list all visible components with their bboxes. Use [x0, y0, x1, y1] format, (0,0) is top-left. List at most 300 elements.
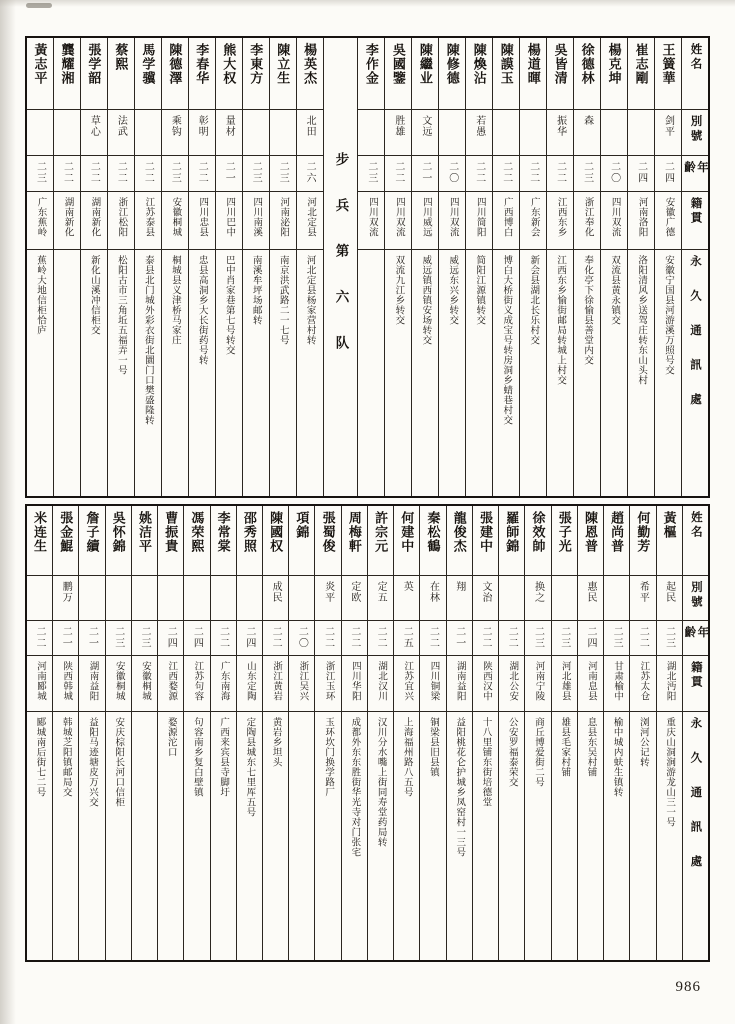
- age-text: 二〇: [446, 161, 458, 184]
- header-label: 別號: [689, 115, 702, 144]
- origin-cell: [289, 656, 314, 712]
- header-label-cell: [683, 621, 708, 656]
- origin-text: 四川忠县: [197, 197, 208, 237]
- header-label-cell: [683, 712, 708, 960]
- origin-text: 四川南溪: [251, 197, 262, 237]
- age-cell: [184, 621, 209, 656]
- origin-text: 河北定县: [305, 197, 316, 237]
- age-cell: [358, 156, 384, 192]
- address-cell: [211, 712, 236, 960]
- age-cell: [657, 621, 682, 656]
- age-text: 二二: [392, 161, 404, 184]
- origin-cell: [547, 192, 573, 250]
- person-column: [314, 506, 340, 960]
- origin-text: 河南息县: [585, 661, 596, 701]
- person-column: [600, 38, 627, 496]
- name-text: 黃樞: [661, 511, 677, 539]
- name-cell: [162, 38, 188, 110]
- name-cell: [466, 38, 492, 110]
- address-cell: [547, 250, 573, 496]
- name-text: 周梅軒: [346, 511, 362, 553]
- origin-text: 四川华阳: [349, 661, 360, 701]
- alias-text: 胜雄: [392, 115, 404, 137]
- name-text: 崔志剛: [633, 43, 649, 85]
- address-text: 威远东兴乡转交: [447, 255, 458, 325]
- age-text: 二二: [142, 161, 154, 184]
- person-column: [107, 38, 134, 496]
- age-cell: [53, 621, 78, 656]
- address-text: 汉川分水嘴上街同寿堂药局转: [375, 717, 386, 847]
- age-cell: [466, 156, 492, 192]
- origin-cell: [358, 192, 384, 250]
- name-cell: [552, 506, 577, 576]
- age-cell: [601, 156, 627, 192]
- age-text: 二三: [581, 161, 593, 184]
- person-column: [357, 38, 384, 496]
- address-cell: [604, 712, 629, 960]
- person-column: [519, 38, 546, 496]
- address-cell: [342, 712, 367, 960]
- origin-text: 江苏泰县: [143, 197, 154, 237]
- alias-text: 炎平: [322, 581, 334, 603]
- address-cell: [628, 250, 654, 496]
- alias-cell: [189, 110, 215, 156]
- name-cell: [447, 506, 472, 576]
- age-cell: [189, 156, 215, 192]
- section-divider-label: 步兵第六队: [333, 152, 349, 382]
- address-text: 忠县高洞乡大长街药号转: [196, 255, 207, 365]
- name-cell: [106, 506, 131, 576]
- age-cell: [578, 621, 603, 656]
- person-column: [384, 38, 411, 496]
- alias-cell: [53, 576, 78, 621]
- origin-text: 河北雄县: [559, 661, 570, 701]
- alias-cell: [270, 110, 296, 156]
- address-cell: [297, 250, 323, 496]
- origin-text: 湖北公安: [507, 661, 518, 701]
- age-text: 二三: [277, 161, 289, 184]
- alias-cell: [216, 110, 242, 156]
- name-text: 張建中: [478, 511, 493, 553]
- alias-cell: [447, 576, 472, 621]
- age-cell: [27, 621, 52, 656]
- name-text: 陳恩普: [582, 511, 598, 553]
- person-column: [573, 38, 600, 496]
- name-text: 邵秀照: [241, 511, 257, 553]
- alias-cell: [628, 110, 654, 156]
- alias-cell: [657, 576, 682, 621]
- age-text: 二二: [500, 161, 512, 184]
- alias-text: 惠民: [584, 581, 596, 603]
- age-text: 二三: [365, 161, 377, 184]
- header-column: [682, 506, 708, 960]
- origin-cell: [315, 656, 340, 712]
- age-text: 二四: [662, 161, 674, 184]
- header-label: 永久通訊處: [689, 717, 702, 890]
- address-cell: [412, 250, 438, 496]
- age-text: 二二: [322, 626, 334, 649]
- alias-cell: [162, 110, 188, 156]
- name-cell: [493, 38, 519, 110]
- address-cell: [655, 250, 681, 496]
- page-number: 986: [675, 979, 701, 995]
- name-cell: [79, 506, 104, 576]
- name-cell: [216, 38, 242, 110]
- origin-text: 四川威远: [420, 197, 431, 237]
- address-text: 博白大桥街义成宝号转房洞乡蜻巷村交: [501, 255, 512, 425]
- origin-cell: [243, 192, 269, 250]
- origin-cell: [525, 656, 550, 712]
- address-cell: [289, 712, 314, 960]
- address-text: 铜梁县旧县镇: [428, 717, 439, 777]
- address-cell: [493, 250, 519, 496]
- name-cell: [412, 38, 438, 110]
- age-text: 二二: [375, 626, 387, 649]
- address-cell: [270, 250, 296, 496]
- age-cell: [216, 156, 242, 192]
- origin-text: 陕西汉中: [481, 661, 491, 701]
- header-label: 籍貫: [689, 197, 702, 226]
- address-cell: [525, 712, 550, 960]
- alias-text: 法武: [115, 115, 127, 137]
- origin-text: 四川双流: [609, 197, 620, 237]
- alias-text: 乘钩: [169, 115, 181, 137]
- name-text: 張蜀俊: [320, 511, 336, 553]
- table-bottom: [25, 504, 710, 962]
- name-text: 張子光: [556, 511, 572, 553]
- age-cell: [394, 621, 419, 656]
- origin-text: 浙江奉化: [582, 197, 593, 237]
- age-text: 二二: [480, 626, 491, 649]
- age-cell: [420, 621, 445, 656]
- age-text: 二三: [611, 626, 623, 649]
- alias-cell: [394, 576, 419, 621]
- person-column: [242, 38, 269, 496]
- alias-text: 定五: [375, 581, 387, 603]
- person-column: [524, 506, 550, 960]
- age-text: 二一: [453, 626, 465, 649]
- name-cell: [657, 506, 682, 576]
- name-text: 馮荣熙: [189, 511, 205, 553]
- name-cell: [385, 38, 411, 110]
- person-column: [215, 38, 242, 496]
- person-column: [134, 38, 161, 496]
- name-cell: [81, 38, 107, 110]
- alias-cell: [368, 576, 393, 621]
- alias-cell: [132, 576, 157, 621]
- origin-cell: [657, 656, 682, 712]
- origin-text: 安徽桐城: [139, 661, 150, 701]
- person-column: [269, 38, 296, 496]
- alias-cell: [289, 576, 314, 621]
- origin-cell: [297, 192, 323, 250]
- address-text: 益阳马迹塘皮万兴交: [86, 717, 97, 807]
- name-text: 陳繼业: [417, 43, 433, 85]
- origin-text: 山东定陶: [244, 661, 255, 701]
- age-text: 二五: [401, 626, 413, 649]
- age-cell: [54, 156, 80, 192]
- scan-edge-top: [0, 0, 735, 7]
- name-cell: [420, 506, 445, 576]
- address-text: 玉环坎门换学路厂: [323, 717, 334, 797]
- name-cell: [578, 506, 603, 576]
- alias-cell: [342, 576, 367, 621]
- name-text: 羅師錦: [504, 511, 520, 553]
- age-cell: [547, 156, 573, 192]
- address-text: 句容南乡复白壁镇: [191, 717, 202, 797]
- age-cell: [385, 156, 411, 192]
- origin-cell: [108, 192, 134, 250]
- alias-cell: [493, 110, 519, 156]
- age-cell: [447, 621, 472, 656]
- alias-text: 文治: [480, 581, 491, 603]
- age-text: 二四: [165, 626, 177, 649]
- age-text: 二二: [88, 161, 100, 184]
- alias-text: 鹏万: [60, 581, 72, 603]
- address-cell: [132, 712, 157, 960]
- alias-cell: [578, 576, 603, 621]
- header-label-cell: [683, 576, 708, 621]
- alias-cell: [135, 110, 161, 156]
- person-column: [157, 506, 183, 960]
- person-column: [629, 506, 655, 960]
- address-text: 商丘博爱街二号: [532, 717, 543, 787]
- person-column: [419, 506, 445, 960]
- age-text: 二〇: [296, 626, 308, 649]
- age-cell: [473, 621, 498, 656]
- alias-cell: [473, 576, 498, 621]
- address-cell: [447, 712, 472, 960]
- alias-cell: [552, 576, 577, 621]
- age-cell: [27, 156, 53, 192]
- origin-cell: [368, 656, 393, 712]
- address-cell: [601, 250, 627, 496]
- address-text: 广西来宾县寺脚圩: [218, 717, 229, 797]
- origin-text: 陕西韩城: [61, 661, 72, 701]
- alias-cell: [243, 110, 269, 156]
- address-text: 巴中肖家巷第七号转交: [223, 255, 234, 355]
- name-text: 秦松鶴: [425, 511, 441, 553]
- address-text: 简阳江源镇转交: [474, 255, 485, 325]
- alias-text: 草心: [88, 115, 100, 137]
- person-column: [438, 38, 465, 496]
- address-text: 蕉岭大地信柜恰庐: [34, 255, 45, 335]
- origin-text: 河南宁陵: [533, 661, 544, 701]
- origin-cell: [79, 656, 104, 712]
- header-label-cell: [682, 110, 708, 156]
- alias-text: 量材: [223, 115, 235, 137]
- name-cell: [547, 38, 573, 110]
- alias-cell: [385, 110, 411, 156]
- age-text: 二四: [584, 626, 596, 649]
- name-text: 何建中: [399, 511, 415, 553]
- age-text: 二二: [34, 626, 46, 649]
- name-text: 陳煥沾: [471, 43, 487, 85]
- name-text: 蔡熙: [113, 43, 129, 71]
- person-column: [131, 506, 157, 960]
- origin-text: 河南郾城: [35, 661, 46, 701]
- header-column: [681, 38, 708, 496]
- name-text: 李常棠: [215, 511, 231, 553]
- age-cell: [604, 621, 629, 656]
- origin-cell: [211, 656, 236, 712]
- alias-cell: [574, 110, 600, 156]
- age-text: 二一: [223, 161, 235, 184]
- alias-cell: [525, 576, 550, 621]
- scan-smudge: [26, 3, 52, 8]
- origin-cell: [466, 192, 492, 250]
- header-label: 永久通訊處: [689, 255, 702, 428]
- age-text: 二二: [473, 161, 485, 184]
- address-cell: [630, 712, 655, 960]
- age-cell: [315, 621, 340, 656]
- origin-text: 四川双流: [393, 197, 404, 237]
- address-text: 息县东吴村铺: [585, 717, 596, 777]
- origin-cell: [270, 192, 296, 250]
- name-text: 曹振貴: [163, 511, 179, 553]
- alias-cell: [54, 110, 80, 156]
- address-cell: [27, 712, 52, 960]
- header-label: 年齡: [683, 161, 708, 176]
- name-text: 陳德澤: [167, 43, 183, 85]
- age-cell: [552, 621, 577, 656]
- address-text: 新化山溪冲信柜交: [88, 255, 99, 335]
- person-column: [161, 38, 188, 496]
- table-top: [25, 36, 710, 498]
- origin-cell: [578, 656, 603, 712]
- divider-column: [323, 38, 358, 496]
- origin-text: 四川简阳: [474, 197, 485, 237]
- person-column: [492, 38, 519, 496]
- origin-text: 江西东乡: [555, 197, 566, 237]
- address-cell: [216, 250, 242, 496]
- age-text: 二一: [60, 626, 72, 649]
- address-cell: [552, 712, 577, 960]
- origin-text: 河南泌阳: [278, 197, 289, 237]
- age-text: 二三: [138, 626, 150, 649]
- age-cell: [263, 621, 288, 656]
- address-text: 双流县黄永镇交: [609, 255, 620, 325]
- address-text: 安徽宁国县河游溪万照号交: [663, 255, 674, 375]
- alias-text: 森: [581, 115, 593, 126]
- address-cell: [315, 712, 340, 960]
- alias-cell: [412, 110, 438, 156]
- person-column: [367, 506, 393, 960]
- name-cell: [473, 506, 498, 576]
- age-cell: [342, 621, 367, 656]
- address-text: 郾城南后街七二号: [34, 717, 45, 797]
- alias-cell: [520, 110, 546, 156]
- person-column: [288, 506, 314, 960]
- alias-cell: [358, 110, 384, 156]
- alias-text: 振华: [554, 115, 566, 137]
- alias-text: 希平: [637, 581, 649, 603]
- address-cell: [106, 712, 131, 960]
- origin-text: 四川双流: [366, 197, 377, 237]
- header-label-cell: [682, 38, 708, 110]
- address-cell: [385, 250, 411, 496]
- name-cell: [368, 506, 393, 576]
- address-text: 韩城芝阳镇邮局交: [60, 717, 71, 797]
- alias-cell: [315, 576, 340, 621]
- alias-text: 英: [401, 581, 413, 592]
- origin-cell: [135, 192, 161, 250]
- address-text: 双流九江乡转交: [393, 255, 404, 325]
- name-cell: [394, 506, 419, 576]
- origin-cell: [420, 656, 445, 712]
- origin-text: 四川铜梁: [428, 661, 439, 701]
- person-column: [188, 38, 215, 496]
- address-cell: [237, 712, 262, 960]
- address-cell: [520, 250, 546, 496]
- origin-cell: [27, 656, 52, 712]
- address-text: 南京洪武路二一七号: [277, 255, 288, 345]
- address-cell: [263, 712, 288, 960]
- header-label-cell: [682, 250, 708, 496]
- origin-text: 安徽桐城: [113, 661, 124, 701]
- address-cell: [54, 250, 80, 496]
- person-column: [656, 506, 682, 960]
- name-cell: [243, 38, 269, 110]
- origin-cell: [27, 192, 53, 250]
- origin-text: 江西婺源: [166, 661, 177, 701]
- address-text: 河北定县杨家营村转: [304, 255, 315, 345]
- age-cell: [289, 621, 314, 656]
- origin-cell: [574, 192, 600, 250]
- address-text: 安庆棕阳长河口信柜: [113, 717, 124, 807]
- name-cell: [27, 506, 52, 576]
- alias-text: 换之: [532, 581, 544, 603]
- address-text: 公安罗福泰荣交: [506, 717, 517, 787]
- origin-cell: [216, 192, 242, 250]
- name-text: 黃志平: [32, 43, 48, 85]
- name-cell: [525, 506, 550, 576]
- person-column: [105, 506, 131, 960]
- name-cell: [270, 38, 296, 110]
- name-text: 龔耀湘: [59, 43, 75, 85]
- address-cell: [394, 712, 419, 960]
- alias-cell: [297, 110, 323, 156]
- origin-text: 湖南益阳: [454, 661, 465, 701]
- alias-cell: [106, 576, 131, 621]
- alias-cell: [655, 110, 681, 156]
- name-text: 李春华: [194, 43, 210, 85]
- header-label: 姓名: [689, 511, 702, 540]
- origin-cell: [106, 656, 131, 712]
- age-cell: [237, 621, 262, 656]
- person-column: [210, 506, 236, 960]
- alias-text: 翔: [453, 581, 465, 592]
- person-column: [446, 506, 472, 960]
- alias-cell: [158, 576, 183, 621]
- name-cell: [655, 38, 681, 110]
- person-column: [577, 506, 603, 960]
- address-text: 威远镇西镇安场转交: [420, 255, 431, 345]
- origin-text: 湖南新化: [89, 197, 100, 237]
- age-cell: [525, 621, 550, 656]
- name-cell: [520, 38, 546, 110]
- age-text: 二三: [558, 626, 570, 649]
- person-column: [498, 506, 524, 960]
- name-cell: [574, 38, 600, 110]
- name-cell: [27, 38, 53, 110]
- name-text: 許宗元: [373, 511, 389, 553]
- name-cell: [263, 506, 288, 576]
- name-text: 陳謨玉: [498, 43, 514, 85]
- age-text: 二〇: [608, 161, 620, 184]
- age-cell: [79, 621, 104, 656]
- alias-text: 若愚: [473, 115, 485, 137]
